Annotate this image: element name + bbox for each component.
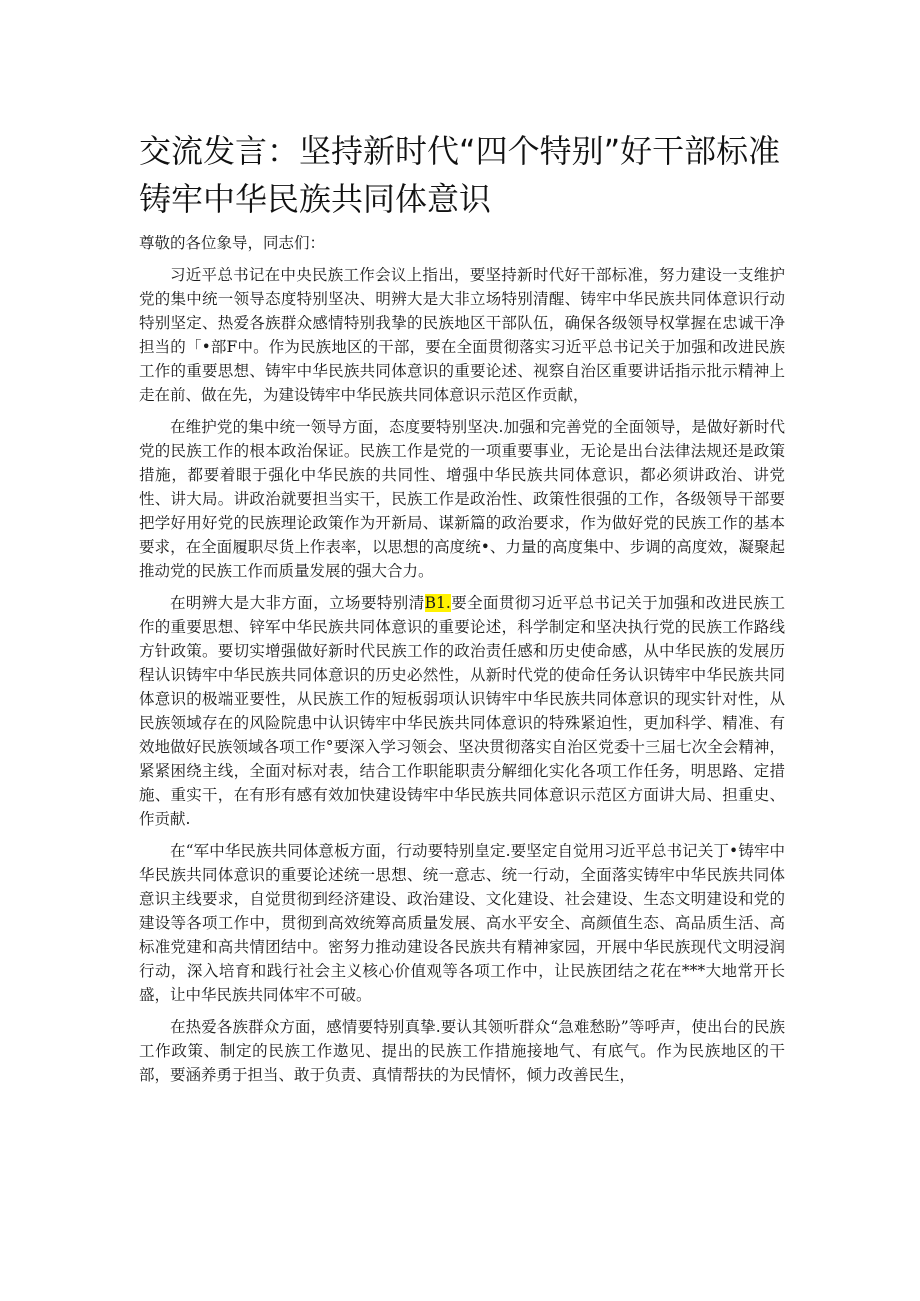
paragraph-3-start: 在明辨大是大非方面，立场要特别清 (170, 594, 425, 612)
paragraph-4: 在“军中华民族共同体意板方面，行动要特别皇定.要坚定自觉用习近平总书记关丁•铸牢中华民族共同体意识的重要论述统一思想、统一意志、统一行动，全面落实铸牢中华民族共同体意识主线要求，自觉贯彻到经济建设、政治建设、文化建设、社会建设、生态文明建设和党的建设等各项工作中，贯彻到高效统筹高质量发展、高水平安全、高颜值生态、高品质生活、高标准党建和高共情团结中。密努力推动建设各民族共有精神家园，开展中华民族现代文明浸润行动，深入培育和践行社会主义核心价值观等各项工作中，让民族团结之花在***大地常开长盛，让中华民族共同体牢不可破。 (139, 842, 785, 1004)
paragraph-3 (139, 591, 785, 831)
paragraph-1: 习近平总书记在中央民族工作会议上指出，要坚持新时代好干部标准，努力建设一支维护党的集中统一领导态度特别坚决、明辨大是大非立场特别清醒、铸牢中华民族共同体意识行动特别坚定、热爱各族群众感情特别我挚的民族地区干部队伍，确保各级领导权掌握在忠诚干净担当的「•部F中。作为民族地区的干部，要在全面贯彻落实习近平总书记关于加强和改进民族工作的重要思想、铸牢中华民族共同体意识的重要论述、视察自治区重要讲话指示批示精神上走在前、做在先，为建设铸牢中华民族共同体意识示范区作贡献， (139, 266, 785, 404)
salutation: 尊敬的各位象导，同志们： (139, 234, 326, 252)
paragraph-5: 在热爱各族群众方面，感情要特别真挚.要认其领听群众“急难愁盼”等呼声，使出台的民族工作政策、制定的民族工作遨见、提出的民族工作措施接地气、有底气。作为民族地区的干部，要涵养勇于担当、敢于负责、真情帮扶的为民情怀，倾力改善民生， (139, 1018, 785, 1084)
highlighted-text: B1. (424, 594, 451, 612)
document-page (139, 127, 785, 1087)
document-title: 交流发言：坚持新时代“四个特别”好干部标准铸牢中华民族共同体意识 (139, 132, 781, 218)
paragraph-3-rest: 要全面贯彻习近平总书记关于加强和改进民族工作的重要思想、锌军中华民族共同体意识的重要论述，科学制定和坚决执行党的民族工作路线方针政策。要切实增强做好新时代民族工作的政治责任感和历史使命感，从中华民族的发展历程认识铸牢中华民族共同体意识的历史必然性，从新时代党的使命任务认识铸牢中华民族共同体意识的极端亚要性，从民族工作的短板弱项认识铸牢中华民族共同体意识的现实针对性，从民族领域存在的风险院患中认识铸牢中华民族共同体意识的特殊紧迫性，更加科学、精准、有效地做好民族领域各项工作°要深入学习领会、坚决贯彻落实自治区党委十三届七次全会精神，紧紧困绕主线，全面对标对表，结合工作职能职责分解细化实化各项工作任务，明思路、定措施、重实干，在有形有感有效加快建设铸牢中华民族共同体意识示范区方面讲大局、担重史、作贡献. (139, 594, 785, 828)
paragraph-2: 在维护党的集中统一领导方面，态度要特别坚决.加强和完善党的全面领导，是做好新时代党的民族工作的根本政治保证。民族工作是党的一项重要事业，无论是出台法律法规还是政策措施，都要着眼于强化中华民族的共同性、增强中华民族共同体意识，都必须讲政治、讲党性、讲大局。讲政治就要担当实干，民族工作是政治性、政策性很强的工作，各级领导干部要把学好用好党的民族理论政策作为开新局、谋新篇的政治要求，作为做好党的民族工作的基本要求，在全面履职尽货上作表率，以思想的高度统•、力量的高度集中、步调的高度效，凝聚起推动党的民族工作而质量发展的强大合力。 (139, 418, 785, 580)
